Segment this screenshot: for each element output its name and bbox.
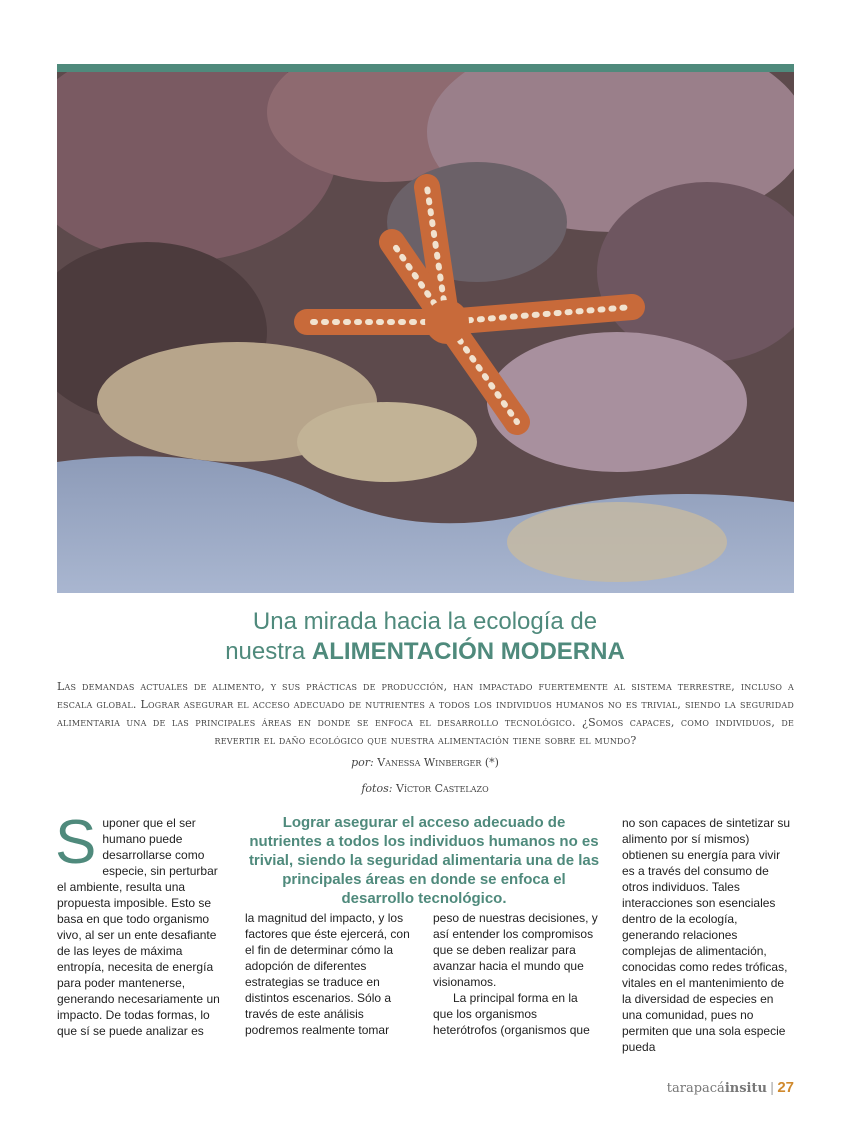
page-number: 27 [777, 1079, 794, 1096]
column-4-text: no son capaces de sintetizar su alimento por sí mismos) obtienen su energía para vivir es a través del consumo de otros individuos. Tales interacciones son esenciales dentro de la ecología, generando relaciones complejas de alimentación, conocidas como redes tróficas, vitales en el mantenimiento de la diversidad de especies en una comunidad, pues no permiten que una sola especie pueda [622, 816, 791, 1054]
author-label: por: [351, 756, 374, 769]
lead-paragraph: Las demandas actuales de alimento, y sus prácticas de producción, han impactado fuertemente al sistema terrestre, incluso a escala global. Lograr asegurar el acceso adecuado de nutrientes a todos los individuos humanos no es trivial, siendo la seguridad alimentaria una de las principales áreas en donde se enfoca el desarrollo tecnológico. ¿Somos capaces, como individuos, de revertir el daño ecológico que nuestra alimentación tiene sobre el mundo? [57, 680, 794, 747]
article-title-line-2 [0, 637, 850, 666]
body-column-1 [55, 808, 225, 1039]
column-3-paragraph-2: La principal forma en la que los organismos heterótrofos (organismos que [433, 991, 590, 1037]
photo-credit [0, 782, 850, 795]
column-1-text: uponer que el ser humano puede desarrollarse como especie, sin perturbar el ambiente, resulta una propuesta imposible. Esto se basa en que todo organismo vivo, al ser un ente desafiante de las leyes de máxima entropía, necesita de energía para poder mantenerse, generando necesariamente un impacto. De todas formas, lo que sí se puede analizar es [57, 816, 220, 1038]
column-2-text: la magnitud del impacto, y los factores que éste ejercerá, con el fin de determinar cómo la adopción de diferentes estrategias se traduce en distintos escenarios. Sólo a través de este análisis podremos realmente tomar [245, 911, 410, 1037]
body-column-2 [245, 910, 413, 1038]
photo-illustration [57, 72, 794, 593]
brand-regular: tarapacá [666, 1081, 725, 1096]
column-3-paragraph-1: peso de nuestras decisiones, y así entender los compromisos que se deben realizar para avanzar hacia el mundo que visionamos. [433, 911, 598, 989]
author-name: Vanessa Winberger (*) [377, 756, 499, 769]
author-credit [0, 756, 850, 769]
drop-cap: S [55, 808, 97, 877]
photographer-name: Víctor Castelazo [395, 782, 489, 795]
pull-quote: Lograr asegurar el acceso adecuado de nutrientes a todos los individuos humanos no es trivial, siendo la seguridad alimentaria una de las principales áreas en donde se enfoca el desarrollo tecnológico. [248, 814, 600, 907]
top-accent-bar [57, 64, 794, 72]
photo-label: fotos: [361, 782, 393, 795]
brand-bold: insitu [724, 1081, 767, 1096]
title-prefix: nuestra [225, 638, 312, 665]
footer-separator: | [769, 1081, 775, 1096]
starfish-tidepool-photo [57, 72, 794, 593]
title-emphasis: ALIMENTACIÓN MODERNA [311, 638, 625, 665]
body-column-4 [622, 815, 792, 1055]
article-title-line-1: Una mirada hacia la ecología de [252, 608, 598, 635]
page-footer [667, 1079, 794, 1096]
body-column-3 [433, 910, 601, 1038]
